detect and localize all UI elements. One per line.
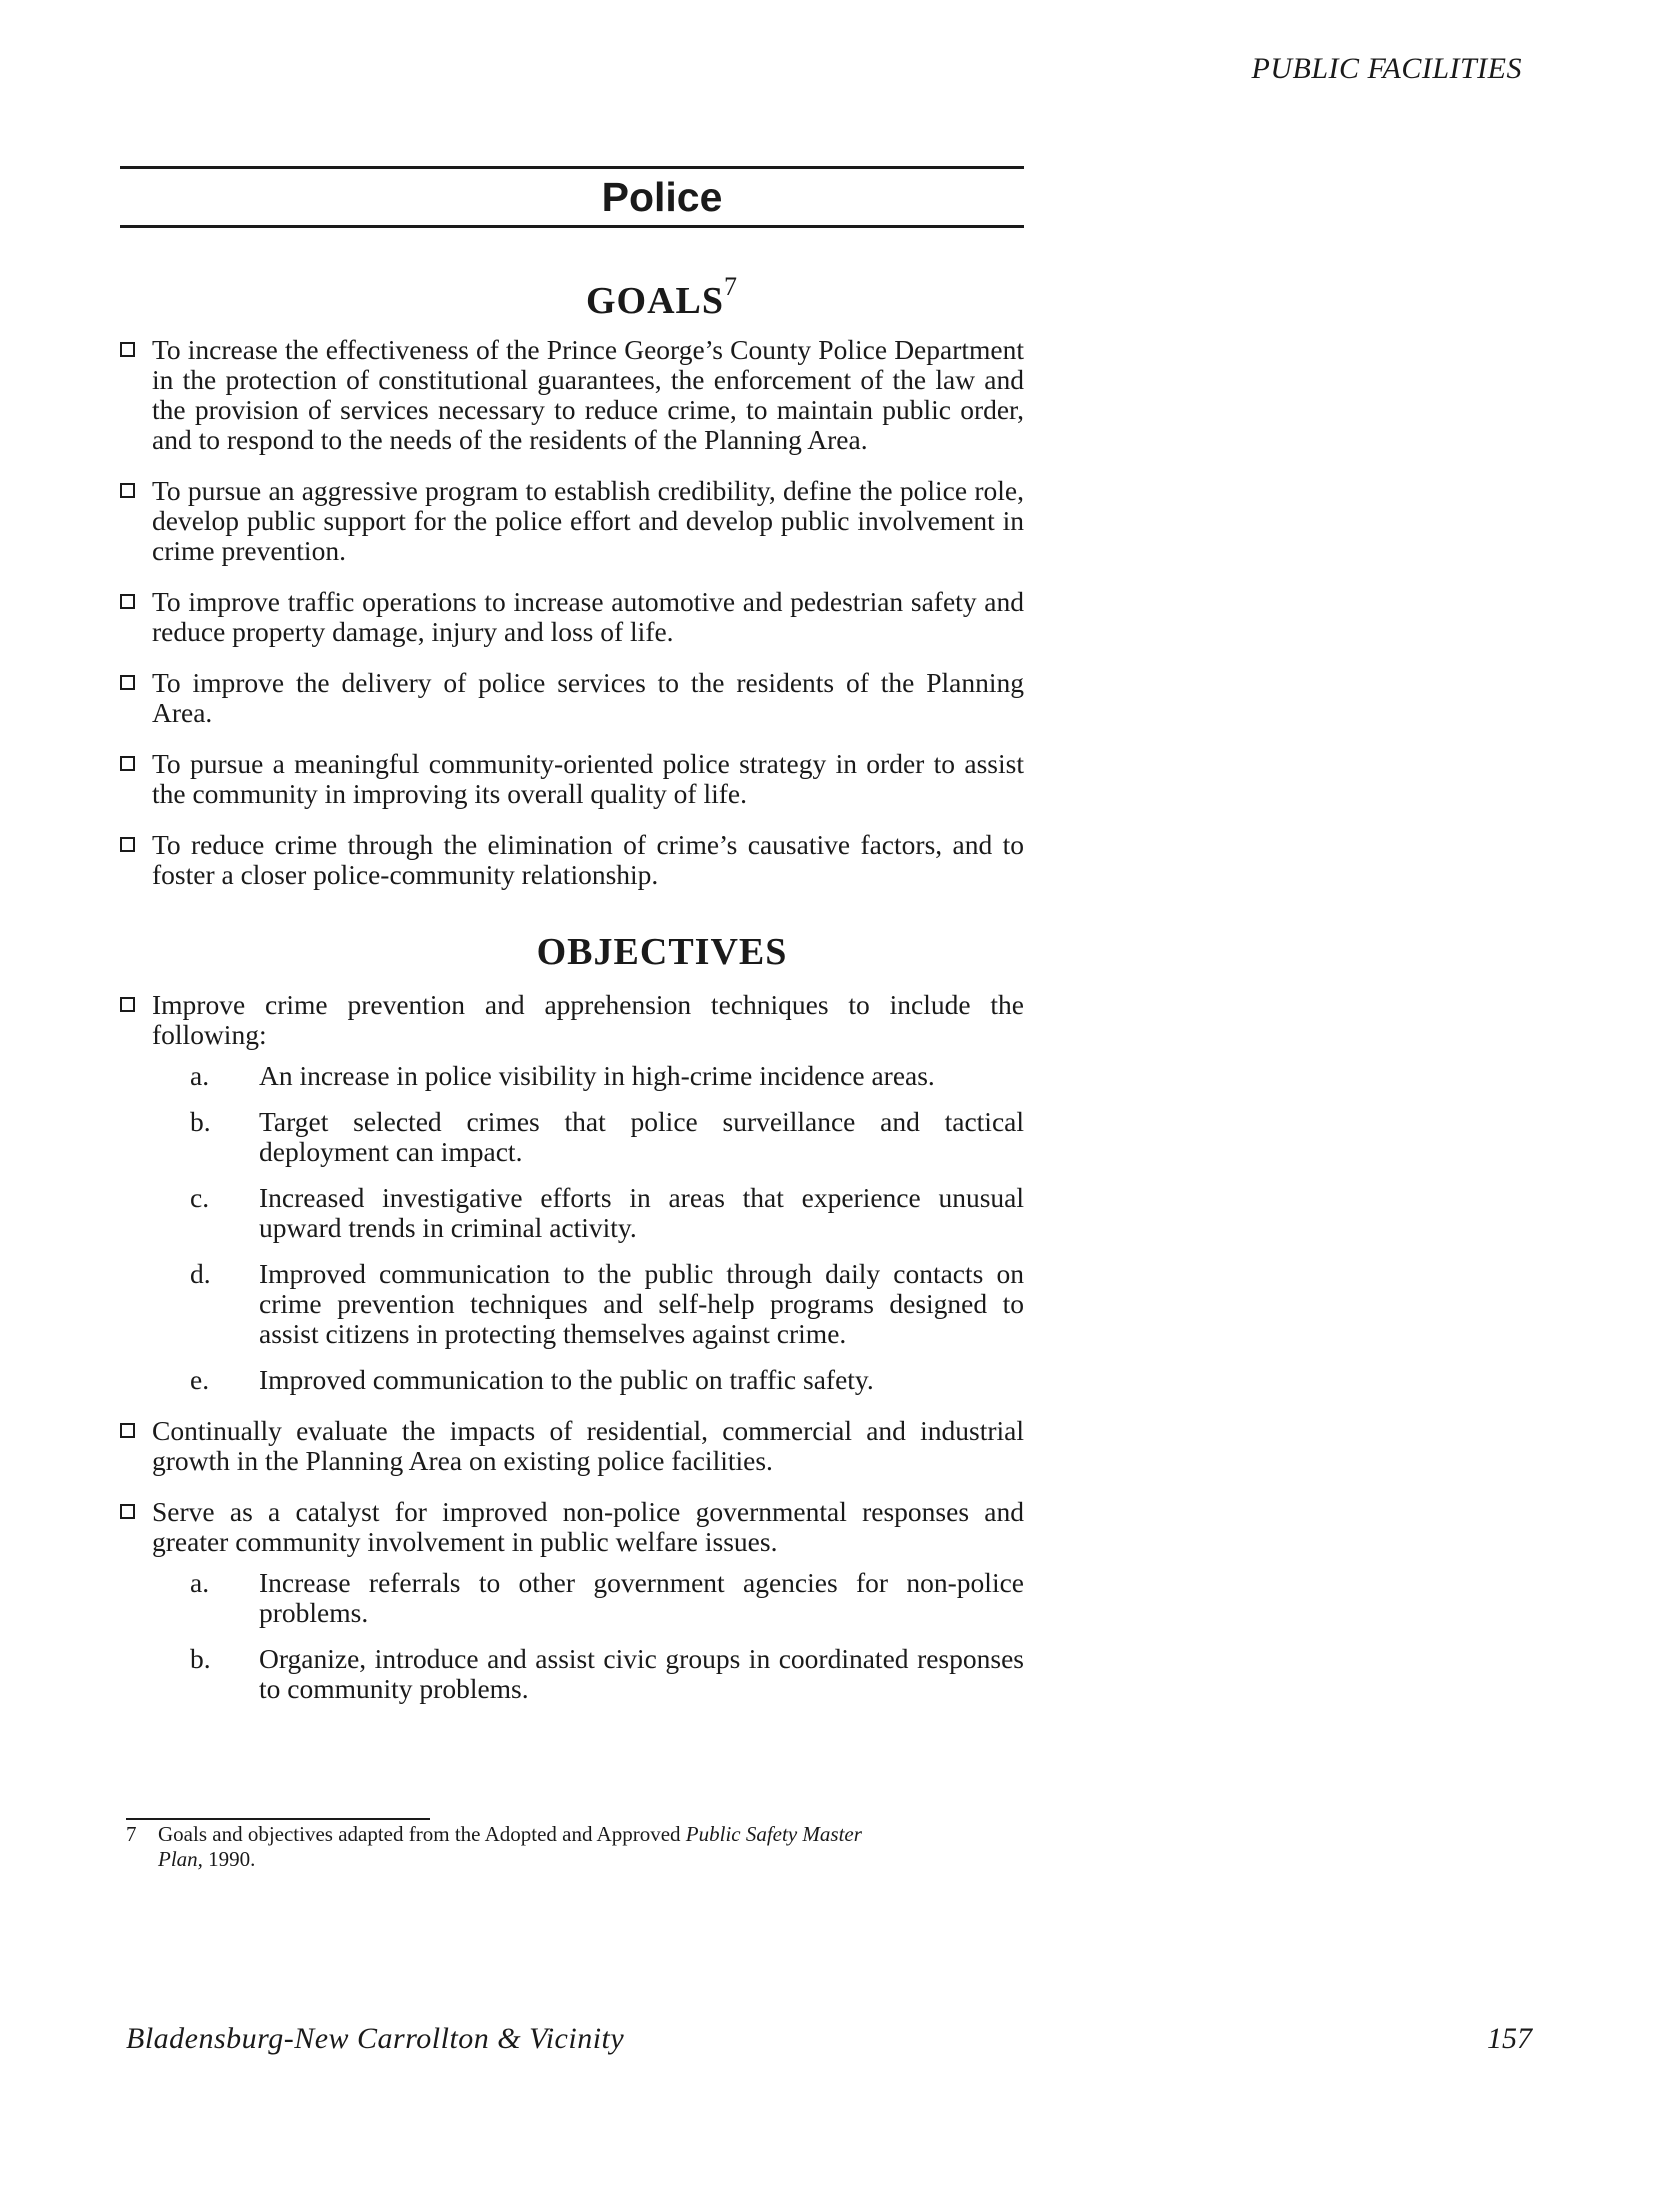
- checkbox-icon: [120, 483, 135, 498]
- sub-marker: b.: [190, 1643, 211, 1674]
- sub-text: Organize, introduce and assist civic groups in coordinated responses to community problems.: [259, 1643, 1024, 1704]
- footnote-line: [126, 1822, 1026, 1847]
- goals-heading: [300, 272, 1024, 323]
- objective-item: [120, 1497, 1024, 1704]
- sub-text: Increase referrals to other government agencies for non-police problems.: [259, 1567, 1024, 1628]
- sub-marker: a.: [190, 1060, 210, 1091]
- footnote-text: Goals and objectives adapted from the Adopted and Approved: [158, 1822, 681, 1846]
- checkbox-icon: [120, 756, 135, 771]
- goals-footnote-ref: 7: [724, 272, 739, 301]
- sub-item: [152, 1644, 1024, 1704]
- objective-item: [120, 1416, 1024, 1476]
- sub-item: [152, 1365, 1024, 1395]
- goals-list: [120, 335, 1024, 890]
- sub-marker: a.: [190, 1567, 210, 1598]
- sub-marker: b.: [190, 1106, 211, 1137]
- checkbox-icon: [120, 837, 135, 852]
- goal-text: To increase the effectiveness of the Prince George’s County Police Department in the protection of constitutional guarantees, the enforcement of the law and the provision of services necessary to reduce crime, to maintain public order, and to respond to the needs of the residents of the Planning Area.: [152, 334, 1024, 455]
- sub-text: Target selected crimes that police surveillance and tactical deployment can impact.: [259, 1106, 1024, 1167]
- sub-item: [152, 1568, 1024, 1628]
- goal-item: [120, 335, 1024, 455]
- footer-document-title: Bladensburg-New Carrollton & Vicinity: [126, 2022, 625, 2055]
- objective-text: Continually evaluate the impacts of residential, commercial and industrial growth in the Planning Area on existing police facilities.: [152, 1415, 1024, 1476]
- sub-item: [152, 1061, 1024, 1091]
- footnote-line-2: [126, 1847, 1026, 1872]
- goal-text: To pursue a meaningful community-oriented police strategy in order to assist the community in improving its overall quality of life.: [152, 748, 1024, 809]
- sub-item: [152, 1107, 1024, 1167]
- sub-marker: d.: [190, 1258, 211, 1289]
- goal-item: [120, 830, 1024, 890]
- objective-text: Serve as a catalyst for improved non-police governmental responses and greater community involvement in public welfare issues.: [152, 1496, 1024, 1557]
- sub-text: An increase in police visibility in high-crime incidence areas.: [259, 1060, 935, 1091]
- checkbox-icon: [120, 1504, 135, 1519]
- goal-text: To pursue an aggressive program to establish credibility, define the police role, develop public support for the police effort and develop public involvement in crime prevention.: [152, 475, 1024, 566]
- checkbox-icon: [120, 675, 135, 690]
- running-header: PUBLIC FACILITIES: [1251, 52, 1522, 85]
- footnote-title: Public Safety Master: [685, 1822, 862, 1846]
- checkbox-icon: [120, 594, 135, 609]
- sub-text: Improved communication to the public through daily contacts on crime prevention techniques and self-help programs designed to assist citizens in protecting themselves against crime.: [259, 1258, 1024, 1349]
- objective-text: Improve crime prevention and apprehension techniques to include the following:: [152, 989, 1024, 1050]
- checkbox-icon: [120, 342, 135, 357]
- goal-item: [120, 587, 1024, 647]
- objective-sublist: [152, 1568, 1024, 1704]
- goal-text: To reduce crime through the elimination of crime’s causative factors, and to foster a closer police-community relationship.: [152, 829, 1024, 890]
- sub-text: Increased investigative efforts in areas that experience unusual upward trends in criminal activity.: [259, 1182, 1024, 1243]
- sub-item: [152, 1259, 1024, 1349]
- objective-item: [120, 990, 1024, 1395]
- goal-item: [120, 749, 1024, 809]
- title-block: [120, 166, 1024, 228]
- footnote: [126, 1822, 1026, 1872]
- main-column: [120, 166, 1024, 1725]
- goal-text: To improve the delivery of police services to the residents of the Planning Area.: [152, 667, 1024, 728]
- footnote-year: 1990.: [208, 1847, 256, 1871]
- page-title: Police: [601, 173, 723, 220]
- goal-text: To improve traffic operations to increase automotive and pedestrian safety and reduce property damage, injury and loss of life.: [152, 586, 1024, 647]
- objectives-list: [120, 990, 1024, 1704]
- footnote-marker: 7: [126, 1822, 137, 1846]
- checkbox-icon: [120, 1423, 135, 1438]
- objective-sublist: [152, 1061, 1024, 1395]
- sub-marker: e.: [190, 1364, 210, 1395]
- goal-item: [120, 476, 1024, 566]
- goal-item: [120, 668, 1024, 728]
- sub-marker: c.: [190, 1182, 210, 1213]
- sub-item: [152, 1183, 1024, 1243]
- sub-text: Improved communication to the public on traffic safety.: [259, 1364, 874, 1395]
- goals-heading-text: GOALS: [585, 280, 725, 322]
- objectives-heading: OBJECTIVES: [536, 931, 788, 973]
- checkbox-icon: [120, 997, 135, 1012]
- footnote-rule: [126, 1818, 430, 1820]
- footnote-title-cont: Plan,: [158, 1847, 203, 1871]
- page-number: 157: [1487, 2022, 1532, 2055]
